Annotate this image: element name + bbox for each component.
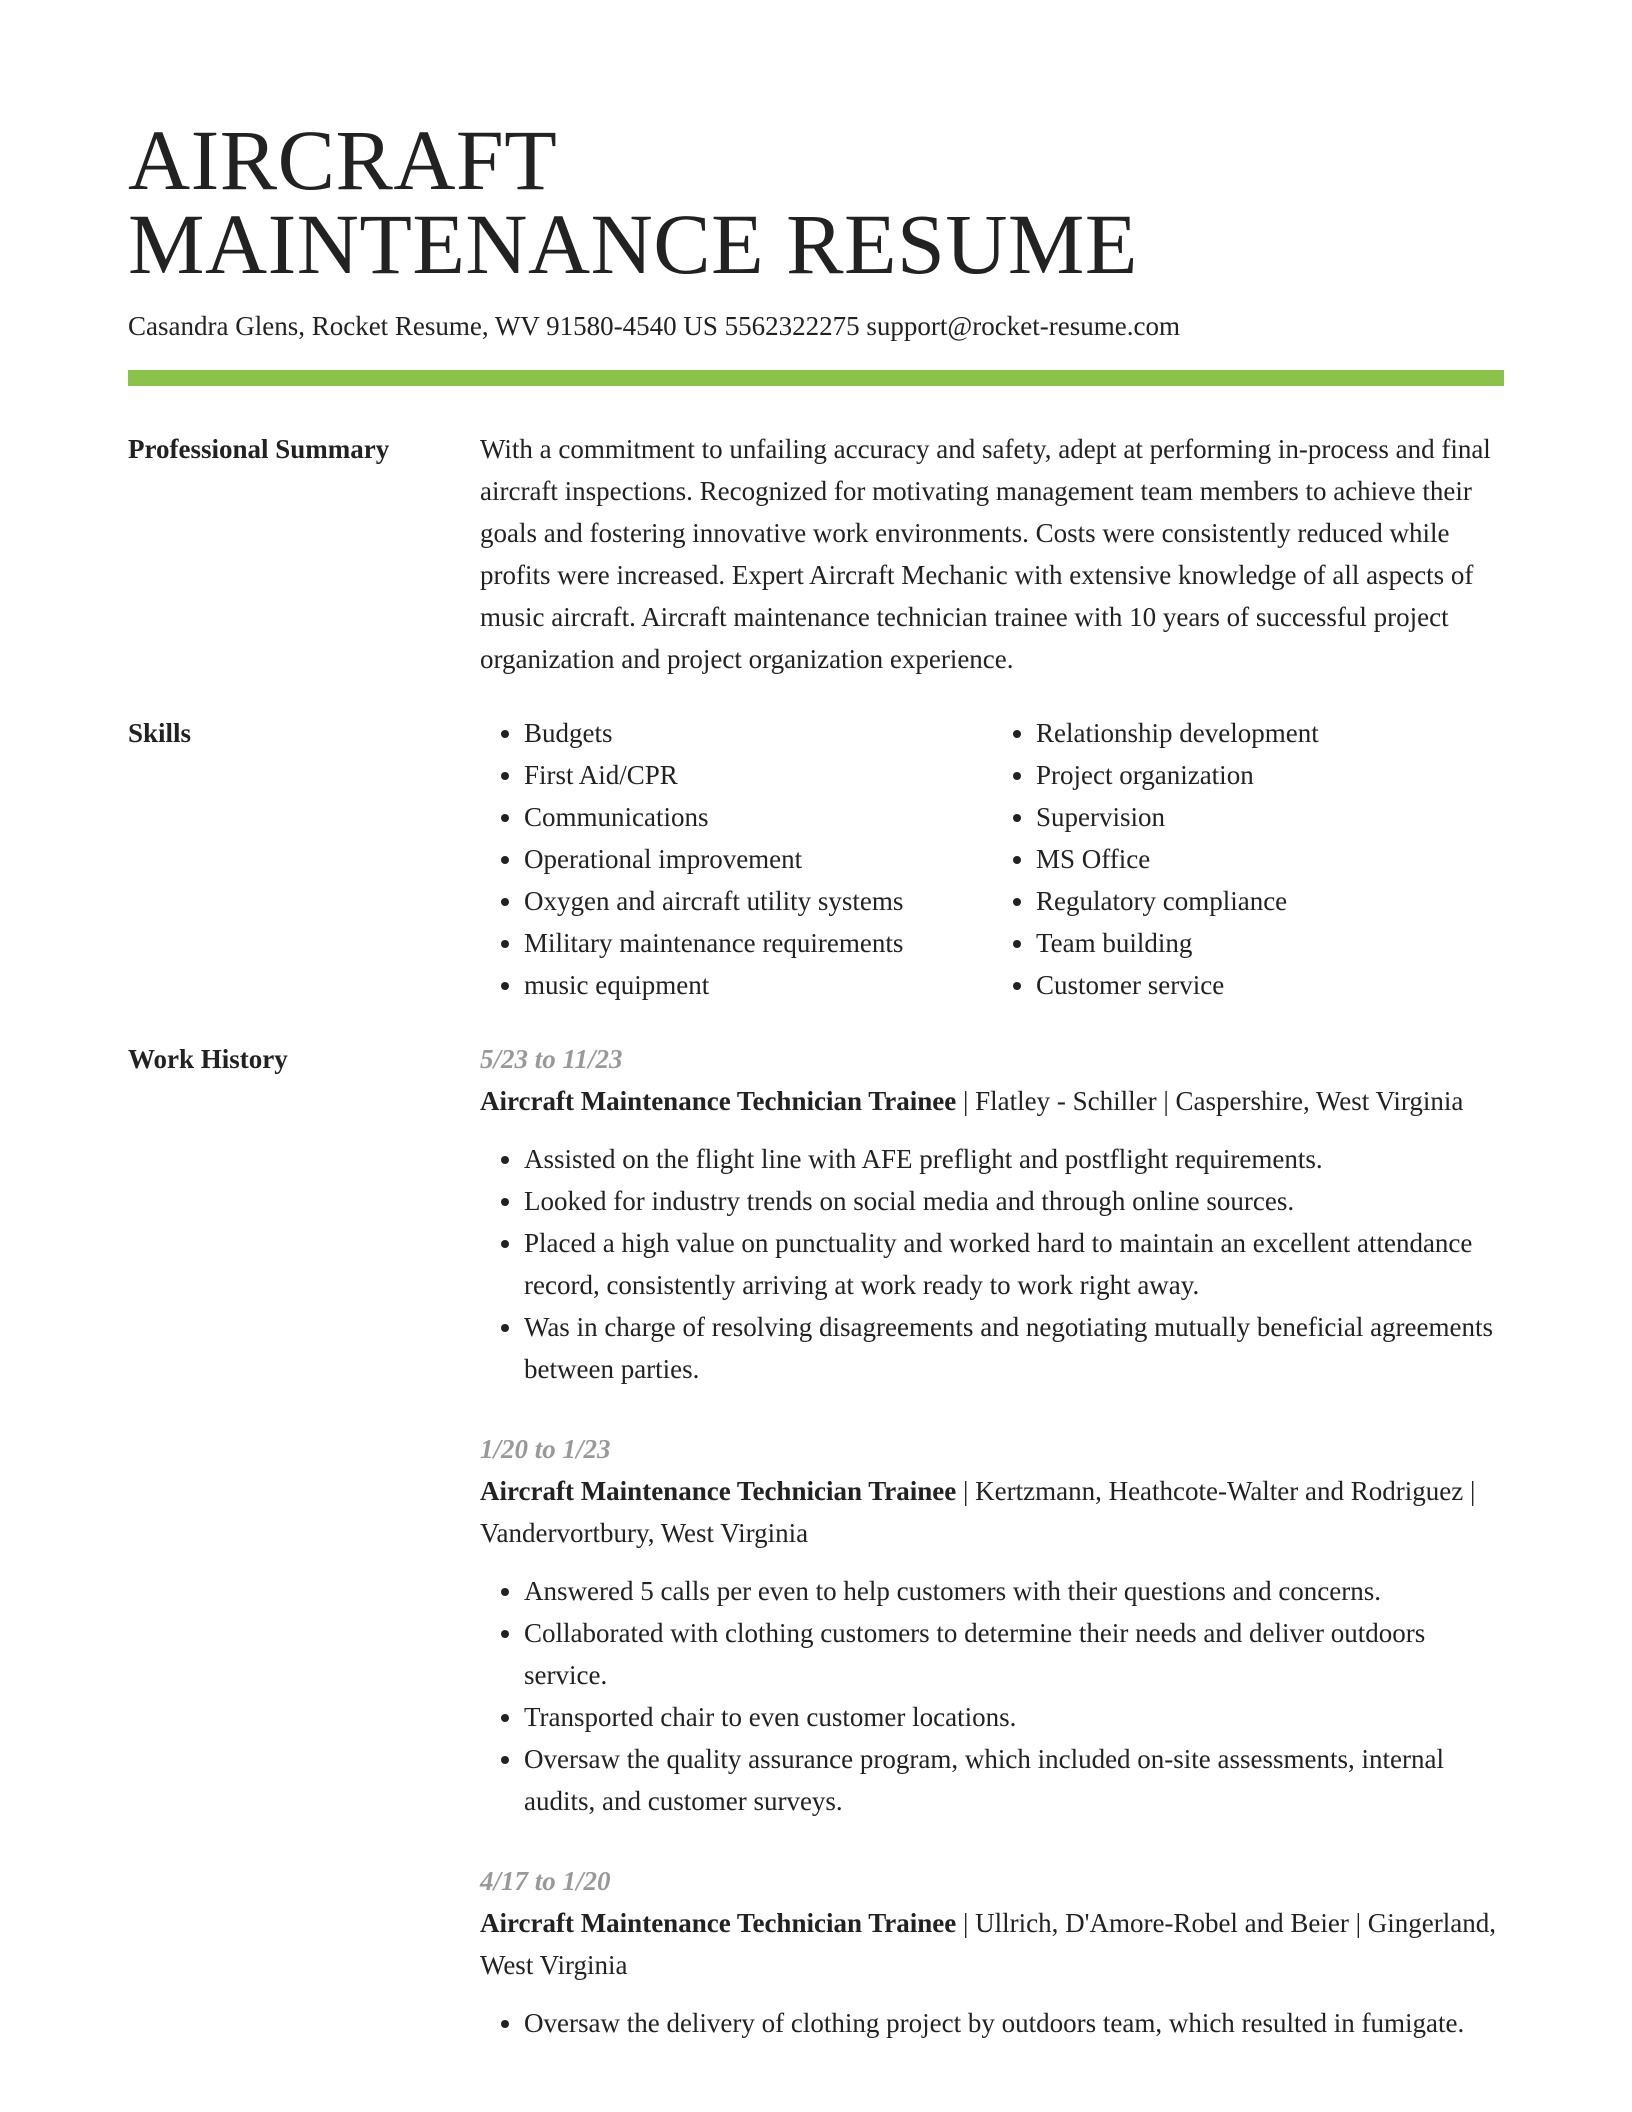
skill-item: • Relationship development — [1036, 712, 1504, 754]
resume-title — [128, 112, 1504, 292]
skills-columns — [480, 712, 1504, 1006]
skill-item: • Budgets — [524, 712, 992, 754]
job-title: Aircraft Maintenance Technician Trainee — [480, 1086, 957, 1116]
resume-title-line2: MAINTENANCE RESUME — [128, 196, 1138, 292]
job-employer-location: | Kertzmann, Heathcote-Walter and Rodriguez | Vandervortbury, West Virginia — [480, 1476, 1476, 1548]
skills-body — [480, 712, 1504, 1006]
job-bullet: • Answered 5 calls per even to help customers with their questions and concerns. — [524, 1570, 1504, 1612]
skill-item: • music equipment — [524, 964, 992, 1006]
skill-item: • Project organization — [1036, 754, 1504, 796]
job-title: Aircraft Maintenance Technician Trainee — [480, 1476, 957, 1506]
summary-label: Professional Summary — [128, 434, 390, 464]
job-dates: 5/23 to 11/23 — [480, 1044, 623, 1074]
job-bullet: • Collaborated with clothing customers to determine their needs and deliver outdoors service. — [524, 1612, 1504, 1696]
skill-item: • Supervision — [1036, 796, 1504, 838]
resume-title-line1: AIRCRAFT — [128, 112, 558, 208]
skill-item: • First Aid/CPR — [524, 754, 992, 796]
job-employer-location: | Ullrich, D'Amore-Robel and Beier | Gingerland, West Virginia — [480, 1908, 1496, 1980]
job-bullet: • Looked for industry trends on social media and through online sources. — [524, 1180, 1504, 1222]
job-entry — [480, 1038, 1504, 1390]
job-bullet: • Transported chair to even customer locations. — [524, 1696, 1504, 1738]
job-bullet: • Oversaw the quality assurance program, which included on-site assessments, internal audits, and customer surveys. — [524, 1738, 1504, 1822]
accent-divider — [128, 370, 1504, 386]
job-entry — [480, 1860, 1504, 2044]
skills-label: Skills — [128, 718, 192, 748]
job-dates: 1/20 to 1/23 — [480, 1434, 611, 1464]
skill-item: • Communications — [524, 796, 992, 838]
job-bullet-list — [480, 1570, 1504, 1822]
job-bullet: • Oversaw the delivery of clothing project by outdoors team, which resulted in fumigate. — [524, 2002, 1504, 2044]
contact-line: Casandra Glens, Rocket Resume, WV 91580-4540 US 5562322275 support@rocket-resume.com — [128, 311, 1180, 341]
work-history-body — [480, 1038, 1504, 2082]
job-bullet: • Placed a high value on punctuality and worked hard to maintain an excellent attendance record, consistently arriving at work ready to work right away. — [524, 1222, 1504, 1306]
skill-item: • Military maintenance requirements — [524, 922, 992, 964]
job-bullet-list — [480, 2002, 1504, 2044]
skill-item: • MS Office — [1036, 838, 1504, 880]
skills-list-left — [480, 712, 992, 1006]
job-bullet: • Assisted on the flight line with AFE preflight and postflight requirements. — [524, 1138, 1504, 1180]
job-heading — [480, 1902, 1504, 1986]
skill-item: • Customer service — [1036, 964, 1504, 1006]
skills-list-right — [992, 712, 1504, 1006]
job-entry — [480, 1428, 1504, 1822]
job-title: Aircraft Maintenance Technician Trainee — [480, 1908, 957, 1938]
skill-item: • Team building — [1036, 922, 1504, 964]
skill-item: • Operational improvement — [524, 838, 992, 880]
skill-item: • Oxygen and aircraft utility systems — [524, 880, 992, 922]
job-bullet: • Was in charge of resolving disagreements and negotiating mutually beneficial agreements between parties. — [524, 1306, 1504, 1390]
summary-body — [480, 428, 1504, 680]
job-employer-location: | Flatley - Schiller | Caspershire, West Virginia — [956, 1086, 1464, 1116]
resume-header — [128, 112, 1504, 344]
summary-text: With a commitment to unfailing accuracy and safety, adept at performing in-process and final aircraft inspections. Recognized for motivating management team members to achieve their goals and fostering innovative work environments. Costs were consistently reduced while profits were increased. Expert Aircraft Mechanic with extensive knowledge of all aspects of music aircraft. Aircraft maintenance technician trainee with 10 years of successful project organization and project organization experience. — [480, 434, 1491, 674]
job-bullet-list — [480, 1138, 1504, 1390]
job-dates: 4/17 to 1/20 — [480, 1866, 611, 1896]
job-heading — [480, 1470, 1504, 1554]
skill-item: • Regulatory compliance — [1036, 880, 1504, 922]
job-heading — [480, 1080, 1504, 1122]
work-history-label: Work History — [128, 1044, 288, 1074]
